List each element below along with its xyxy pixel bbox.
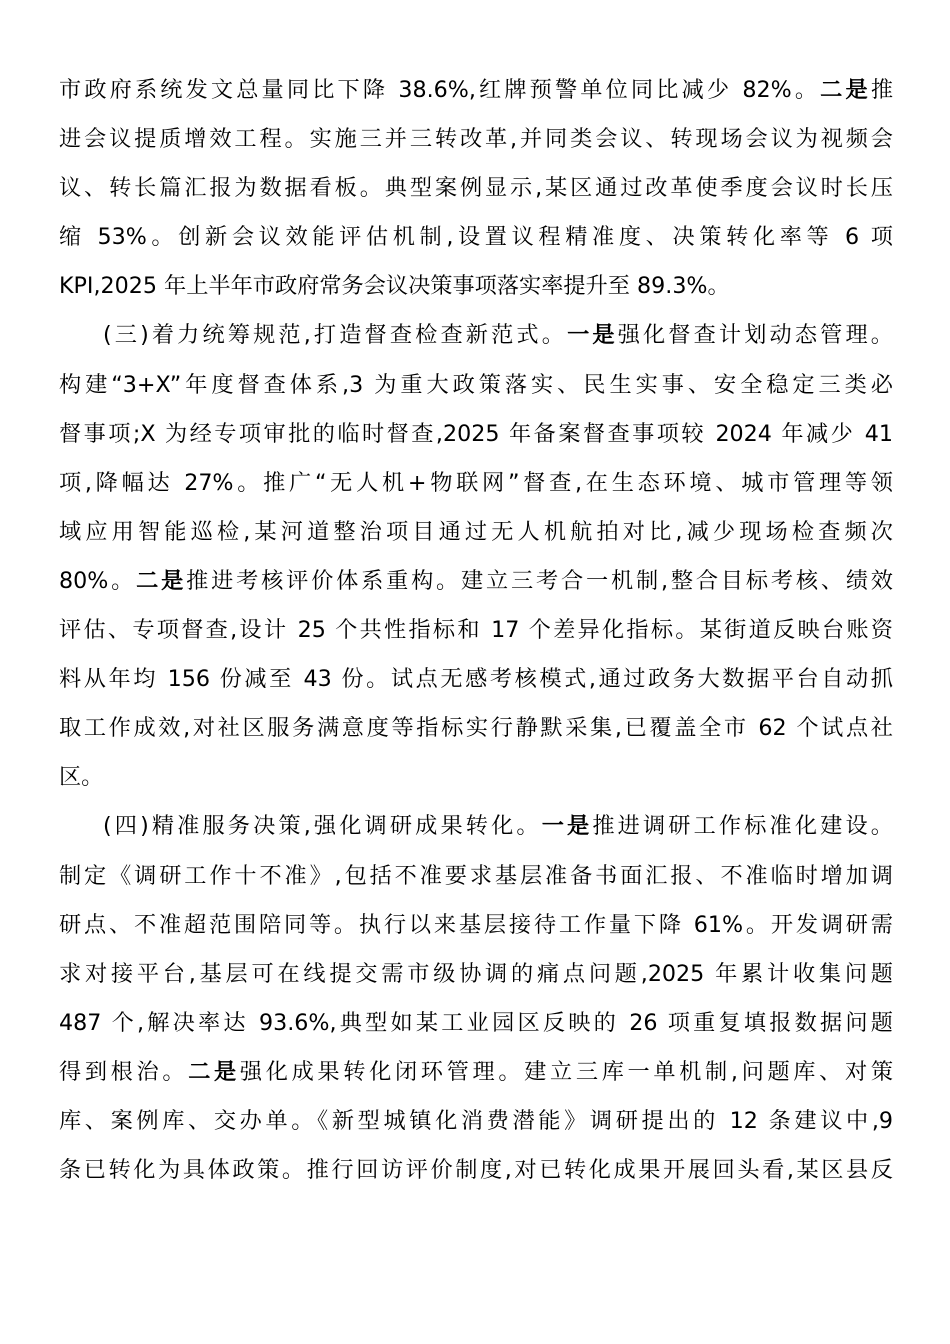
text-line xyxy=(59,66,893,115)
text-run: 议、转长篇汇报为数据看板。典型案例显示,某区通过改革使季度会议时长压 xyxy=(59,175,893,202)
text-run: 研点、不准超范围陪同等。执行以来基层接待工作量下降 61%。开发调研需 xyxy=(59,911,893,938)
text-run: 市政府系统发文总量同比下降 38.6%,红牌预警单位同比减少 82%。 xyxy=(59,77,821,103)
paragraph-last-line xyxy=(59,753,893,802)
text-run: 得到根治。 xyxy=(59,1058,189,1085)
text-run: 进会议提质增效工程。实施三并三转改革,并同类会议、转现场会议为视频会 xyxy=(59,126,893,153)
text-run: 缩 53%。创新会议效能评估机制,设置议程精准度、决策转化率等 6 项 xyxy=(59,224,893,251)
text-line xyxy=(59,164,893,213)
section-heading-line xyxy=(59,802,893,851)
bold-marker: 二是 xyxy=(136,567,187,594)
text-run: 条已转化为具体政策。推行回访评价制度,对已转化成果开展回头看,某区县反 xyxy=(59,1157,893,1184)
text-run: 项,降幅达 27%。推广“无人机+物联网”督查,在生态环境、城市管理等领 xyxy=(59,469,893,496)
text-run: 制定《调研工作十不准》,包括不准要求基层准备书面汇报、不准临时增加调 xyxy=(59,862,893,889)
text-line xyxy=(59,1097,893,1146)
text-run: 推进调研工作标准化建设。 xyxy=(592,813,893,840)
bold-marker: 二是 xyxy=(820,77,871,103)
text-run: 80%。 xyxy=(59,567,137,594)
text-line xyxy=(59,115,893,164)
section-heading: (四)精准服务决策,强化调研成果转化。 xyxy=(103,813,542,840)
text-run: 区。 xyxy=(59,764,104,791)
text-run: 督事项;X 为经专项审批的临时督查,2025 年备案督查事项较 2024 年减少 41 xyxy=(59,420,893,447)
text-run: 求对接平台,基层可在线提交需市级协调的痛点问题,2025 年累计收集问题 xyxy=(59,960,893,987)
text-run: 评估、专项督查,设计 25 个共性指标和 17 个差异化指标。某街道反映台账资 xyxy=(59,617,893,644)
text-run: 域应用智能巡检,某河道整治项目通过无人机航拍对比,减少现场检查频次 xyxy=(59,518,893,545)
text-run: 料从年均 156 份减至 43 份。试点无感考核模式,通过政务大数据平台自动抓 xyxy=(59,666,893,693)
text-line xyxy=(59,557,893,606)
bold-marker: 二是 xyxy=(188,1058,240,1085)
bold-marker: 一是 xyxy=(541,813,593,840)
text-line xyxy=(59,999,893,1048)
section-heading: (三)着力统筹规范,打造督查检查新范式。 xyxy=(103,322,568,349)
text-line xyxy=(59,704,893,753)
text-run: 构建“3+X”年度督查体系,3 为重大政策落实、民生实事、安全稳定三类必 xyxy=(59,371,893,398)
paragraph-last-line xyxy=(59,262,893,311)
text-run: 推 xyxy=(870,77,893,103)
text-line xyxy=(59,901,893,950)
text-line xyxy=(59,852,893,901)
bold-marker: 一是 xyxy=(567,322,618,349)
text-line xyxy=(59,655,893,704)
text-run: 库、案例库、交办单。《新型城镇化消费潜能》调研提出的 12 条建议中,9 xyxy=(59,1107,893,1134)
text-line xyxy=(59,410,893,459)
text-line xyxy=(59,459,893,508)
text-run: 取工作成效,对社区服务满意度等指标实行静默采集,已覆盖全市 62 个试点社 xyxy=(59,715,893,742)
document-body xyxy=(59,66,893,1195)
text-line xyxy=(59,361,893,410)
text-line xyxy=(59,606,893,655)
text-line xyxy=(59,508,893,557)
text-run: 推进考核评价体系重构。建立三考合一机制,整合目标考核、绩效 xyxy=(186,567,893,594)
text-line xyxy=(59,213,893,262)
text-line xyxy=(59,1048,893,1097)
text-run: 487 个,解决率达 93.6%,典型如某工业园区反映的 26 项重复填报数据问题 xyxy=(59,1009,893,1036)
section-heading-line xyxy=(59,311,893,360)
text-run: 强化成果转化闭环管理。建立三库一单机制,问题库、对策 xyxy=(239,1058,894,1085)
text-run: KPI,2025 年上半年市政府常务会议决策事项落实率提升至 89.3%。 xyxy=(59,273,730,300)
text-line xyxy=(59,950,893,999)
text-run: 强化督查计划动态管理。 xyxy=(617,322,893,349)
text-line xyxy=(59,1146,893,1195)
